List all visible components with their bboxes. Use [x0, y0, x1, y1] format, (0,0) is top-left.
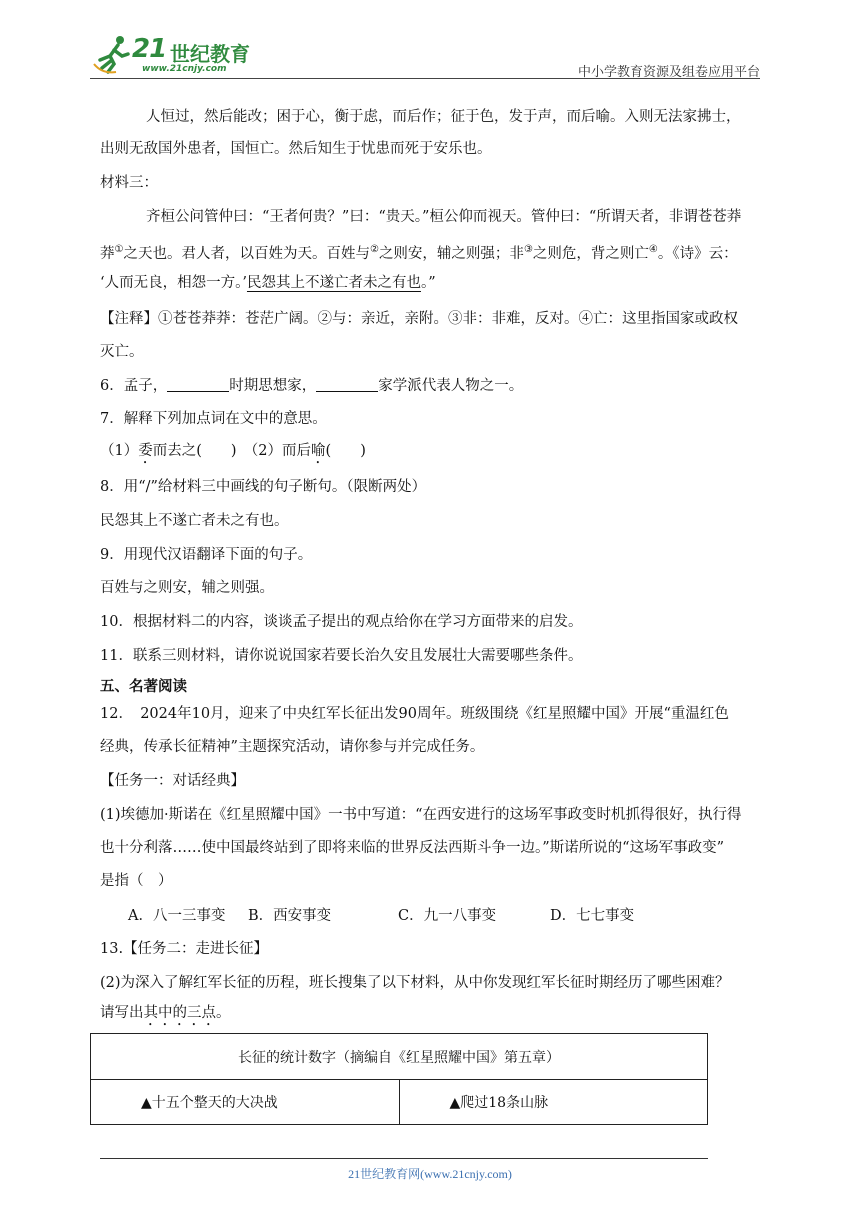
- table-row: [91, 1034, 708, 1080]
- question-text: ( ): [325, 443, 366, 459]
- table-row: [91, 1080, 708, 1125]
- stats-table: [90, 1033, 708, 1125]
- material3-line1: 齐桓公问管仲曰：“王者何贵？”曰：“贵天。”桓公仰而视天。管仲曰：“所谓天者，非谓苍苍莽: [146, 209, 742, 225]
- task1-title: 【任务一：对话经典】: [100, 773, 245, 789]
- material3-line2: [100, 240, 738, 264]
- passage2-line1: 人恒过，然后能改；困于心，衡于虑，而后作；征于色，发于声，而后喻。入则无法家拂士，: [146, 109, 741, 125]
- passage2-line2: 出则无敌国外患者，国恒亡。然后知生于忧患而死于安乐也。: [100, 141, 492, 157]
- passage-line: 是指（ ）: [100, 873, 173, 889]
- dotted-word: 委: [138, 443, 153, 459]
- question-9-sentence: 百姓与之则安，辅之则强。: [100, 580, 274, 596]
- table-cell: ▲爬过18条山脉: [399, 1080, 708, 1125]
- question-6: [100, 376, 523, 396]
- material3-text: 之天也。君人者，以百姓为天。百姓与: [123, 245, 370, 262]
- question-8-sentence: 民怨其上不遂亡者未之有也。: [100, 513, 289, 529]
- question-text: 6．孟子，: [100, 378, 168, 394]
- logo-text: 世纪教育: [170, 42, 250, 66]
- question-text: （1）: [100, 443, 139, 459]
- question-text: 时期思想家，: [229, 378, 317, 394]
- question-12-line1: 12． 2024年10月，迎来了中央红军长征出发90周年。班级围绕《红星照耀中国》开展“重温红色: [100, 706, 729, 722]
- site-logo[interactable]: [90, 30, 265, 80]
- runner-logo-icon: [92, 34, 136, 74]
- note-marker-1: ①: [114, 244, 124, 255]
- material3-text: 。”: [420, 275, 436, 291]
- material3-text: 。《诗》云：: [657, 245, 738, 262]
- footer-link[interactable]: 21世纪教育网(www.21cnjy.com): [348, 1167, 512, 1181]
- dotted-word: 喻: [311, 443, 326, 459]
- question-7-items: [100, 441, 366, 467]
- question-text: 。: [216, 1005, 231, 1021]
- answer-blank[interactable]: [167, 377, 229, 392]
- question-9: 9．用现代汉语翻译下面的句子。: [100, 547, 313, 563]
- note-marker-4: ④: [648, 244, 658, 255]
- option-c[interactable]: C．九一八事变: [398, 908, 497, 924]
- question-13: 13.【任务二：走进长征】: [100, 941, 269, 957]
- note-marker-3: ③: [523, 244, 533, 255]
- passage-line: (1)埃德加·斯诺在《红星照耀中国》一书中写道：“在西安进行的这场军事政变时机抓得很好，执行得: [100, 807, 742, 823]
- platform-name: 中小学教育资源及组卷应用平台: [577, 65, 760, 80]
- question-7: 7．解释下列加点词在文中的意思。: [100, 411, 327, 427]
- question-11: 11．联系三则材料，请你说说国家若要长治久安且发展壮大需要哪些条件。: [100, 648, 583, 664]
- question-text: 家学派代表人物之一。: [378, 378, 524, 394]
- material3-text: 之则安，辅之则强；非: [378, 245, 524, 262]
- footer-rule: [100, 1158, 708, 1159]
- dotted-word: 其中的三点: [143, 1005, 216, 1021]
- material3-title: 材料三：: [100, 175, 158, 191]
- notes-line2: 灭亡。: [100, 344, 144, 360]
- question-text: 而去之( ) （2）而后: [152, 443, 312, 459]
- passage-line: (2)为深入了解红军长征的历程，班长搜集了以下材料，从中你发现红军长征时期经历了哪些困难？: [100, 975, 730, 991]
- option-a[interactable]: A．八一三事变: [128, 908, 226, 924]
- page-header: [90, 30, 760, 80]
- material3-text: ‘人而无良，相怨一方。’: [100, 275, 247, 291]
- material3-text: 莽: [100, 245, 115, 262]
- table-cell: ▲十五个整天的大决战: [91, 1080, 400, 1125]
- question-8: 8．用“/”给材料三中画线的句子断句。（限断两处）: [100, 479, 427, 495]
- table-caption: 长征的统计数字（摘编自《红星照耀中国》第五章）: [91, 1034, 708, 1080]
- question-text: 请写出: [100, 1005, 144, 1021]
- logo-digits: 21: [132, 34, 167, 64]
- material3-text: 之则危，背之则亡: [532, 245, 649, 262]
- underlined-sentence: 民怨其上不遂亡者未之有也: [246, 275, 421, 291]
- answer-blank[interactable]: [316, 377, 378, 392]
- notes-line1: 【注释】①苍苍莽莽：苍茫广阔。②与：亲近，亲附。③非：非难，反对。④亡：这里指国家或政权: [100, 311, 738, 327]
- material3-line3: [100, 273, 436, 293]
- section-title: 五、名著阅读: [100, 678, 187, 695]
- option-b[interactable]: B．西安事变: [248, 908, 332, 924]
- passage-line: [100, 1003, 231, 1029]
- option-d[interactable]: D．七七事变: [550, 908, 635, 924]
- passage-line: 也十分利落……使中国最终站到了即将来临的世界反法西斯斗争一边。”斯诺所说的“这场军事政变”: [100, 840, 724, 856]
- question-10: 10．根据材料二的内容，谈谈孟子提出的观点给你在学习方面带来的启发。: [100, 614, 583, 630]
- note-marker-2: ②: [369, 244, 379, 255]
- logo-url: www.21cnjy.com: [142, 64, 227, 74]
- header-rule: [90, 78, 760, 79]
- question-12-line2: 经典，传承长征精神”主题探究活动，请你参与并完成任务。: [100, 739, 485, 755]
